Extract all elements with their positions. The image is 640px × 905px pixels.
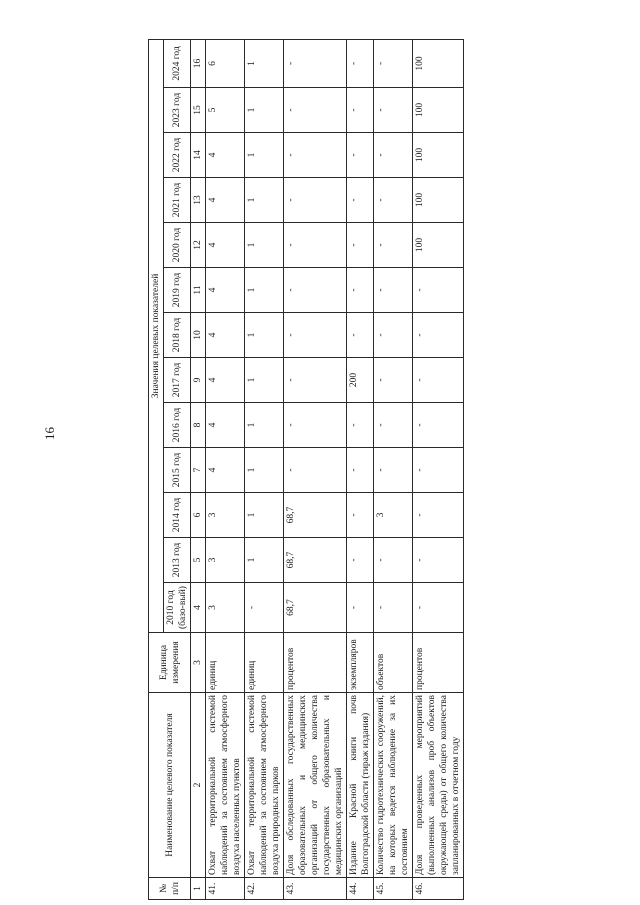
value-cell: -: [374, 178, 413, 223]
value-cell: -: [374, 88, 413, 133]
value-cell: 4: [206, 178, 245, 223]
column-number: 15: [191, 88, 206, 133]
indicator-name: Охват территориальной системой наблюдений за состоянием атмосферного воздуха населенных пунктов: [206, 693, 245, 878]
header-num: № п/п: [149, 878, 191, 900]
value-cell: 68,7: [284, 583, 347, 633]
column-number: 7: [191, 448, 206, 493]
value-cell: -: [347, 403, 374, 448]
indicator-name: Охват территориальной системой наблюдений за состоянием атмосферного воздуха природных парков: [245, 693, 284, 878]
value-cell: 3: [374, 493, 413, 538]
value-cell: 1: [245, 88, 284, 133]
unit-cell: объектов: [374, 633, 413, 693]
page-number: 16: [42, 427, 57, 440]
value-cell: 4: [206, 403, 245, 448]
value-cell: 1: [245, 538, 284, 583]
value-cell: 200: [347, 358, 374, 403]
header-year: 2013 год: [164, 538, 191, 583]
value-cell: 100: [413, 88, 464, 133]
column-number: 9: [191, 358, 206, 403]
row-number: 43.: [284, 878, 347, 900]
table-row: [374, 39, 413, 899]
column-number: 11: [191, 268, 206, 313]
value-cell: 1: [245, 358, 284, 403]
value-cell: -: [413, 358, 464, 403]
value-cell: -: [347, 583, 374, 633]
column-number: 8: [191, 403, 206, 448]
table-row: [245, 39, 284, 899]
value-cell: -: [284, 133, 347, 178]
row-number: 44.: [347, 878, 374, 900]
value-cell: 4: [206, 133, 245, 178]
value-cell: 68,7: [284, 538, 347, 583]
column-number: 10: [191, 313, 206, 358]
header-year: 2020 год: [164, 223, 191, 268]
value-cell: 5: [206, 88, 245, 133]
value-cell: -: [374, 133, 413, 178]
header-year: 2018 год: [164, 313, 191, 358]
value-cell: -: [347, 133, 374, 178]
unit-cell: процентов: [413, 633, 464, 693]
header-year: 2015 год: [164, 448, 191, 493]
value-cell: -: [374, 403, 413, 448]
value-cell: -: [284, 358, 347, 403]
value-cell: -: [347, 39, 374, 87]
value-cell: -: [284, 178, 347, 223]
value-cell: -: [284, 313, 347, 358]
column-number: 3: [191, 633, 206, 693]
header-values-group: Значения целевых показателей: [149, 39, 164, 632]
column-number: 1: [191, 878, 206, 900]
value-cell: -: [374, 39, 413, 87]
header-year: 2016 год: [164, 403, 191, 448]
row-number: 45.: [374, 878, 413, 900]
value-cell: 1: [245, 403, 284, 448]
column-number: 2: [191, 693, 206, 878]
value-cell: -: [347, 448, 374, 493]
value-cell: -: [374, 223, 413, 268]
value-cell: 4: [206, 358, 245, 403]
value-cell: 6: [206, 39, 245, 87]
table-row: [206, 39, 245, 899]
value-cell: 1: [245, 493, 284, 538]
unit-cell: единиц: [206, 633, 245, 693]
value-cell: -: [284, 223, 347, 268]
value-cell: 100: [413, 133, 464, 178]
value-cell: 4: [206, 268, 245, 313]
header-year: 2017 год: [164, 358, 191, 403]
value-cell: 100: [413, 178, 464, 223]
value-cell: -: [413, 493, 464, 538]
value-cell: 1: [245, 39, 284, 87]
indicators-table: [148, 39, 464, 900]
value-cell: -: [284, 403, 347, 448]
value-cell: 1: [245, 313, 284, 358]
header-year: 2010 год (базо-вый): [164, 583, 191, 633]
unit-cell: экземпляров: [347, 633, 374, 693]
column-number: 12: [191, 223, 206, 268]
header-unit: Единица измерения: [149, 633, 191, 693]
header-year: 2023 год: [164, 88, 191, 133]
value-cell: -: [413, 403, 464, 448]
column-number: 4: [191, 583, 206, 633]
value-cell: -: [374, 358, 413, 403]
value-cell: -: [413, 313, 464, 358]
table-row: [347, 39, 374, 899]
value-cell: 68,7: [284, 493, 347, 538]
value-cell: -: [347, 538, 374, 583]
column-number: 16: [191, 39, 206, 87]
column-number-row: [191, 39, 206, 899]
value-cell: -: [413, 538, 464, 583]
header-year: 2019 год: [164, 268, 191, 313]
value-cell: 1: [245, 223, 284, 268]
value-cell: -: [284, 448, 347, 493]
row-number: 41.: [206, 878, 245, 900]
value-cell: -: [374, 268, 413, 313]
table-row: [284, 39, 347, 899]
header-name: Наименование целевого показателя: [149, 693, 191, 878]
value-cell: -: [374, 538, 413, 583]
value-cell: 1: [245, 448, 284, 493]
value-cell: 100: [413, 39, 464, 87]
header-year: 2021 год: [164, 178, 191, 223]
value-cell: 3: [206, 538, 245, 583]
value-cell: -: [374, 313, 413, 358]
indicator-name: Количество гидротехнических сооружений, на которых ведется наблюдение за их состоянием: [374, 693, 413, 878]
row-number: 42.: [245, 878, 284, 900]
value-cell: 4: [206, 223, 245, 268]
value-cell: -: [347, 88, 374, 133]
header-year: 2022 год: [164, 133, 191, 178]
column-number: 14: [191, 133, 206, 178]
value-cell: 1: [245, 178, 284, 223]
indicator-name: Доля обследованных государственных образовательных и медицинских организаций от общего количества государственных образовательных и медицинских организаций: [284, 693, 347, 878]
value-cell: -: [347, 223, 374, 268]
value-cell: -: [284, 39, 347, 87]
value-cell: -: [245, 583, 284, 633]
value-cell: 4: [206, 313, 245, 358]
unit-cell: процентов: [284, 633, 347, 693]
column-number: 6: [191, 493, 206, 538]
value-cell: -: [347, 178, 374, 223]
value-cell: -: [347, 313, 374, 358]
value-cell: -: [413, 268, 464, 313]
value-cell: -: [347, 268, 374, 313]
value-cell: 3: [206, 493, 245, 538]
header-year: 2014 год: [164, 493, 191, 538]
value-cell: 100: [413, 223, 464, 268]
value-cell: 1: [245, 133, 284, 178]
indicator-name: Доля проведенных мероприятий (выполненных анализов проб объектов окружающей среды) от общего количества запланированных в отчетном году: [413, 693, 464, 878]
unit-cell: единиц: [245, 633, 284, 693]
table-body: [206, 39, 464, 899]
value-cell: -: [374, 583, 413, 633]
value-cell: -: [374, 448, 413, 493]
column-number: 5: [191, 538, 206, 583]
table-row: [413, 39, 464, 899]
value-cell: -: [413, 583, 464, 633]
value-cell: -: [284, 268, 347, 313]
value-cell: 1: [245, 268, 284, 313]
value-cell: -: [347, 493, 374, 538]
value-cell: 4: [206, 448, 245, 493]
rotated-page: [148, 40, 640, 900]
value-cell: 3: [206, 583, 245, 633]
row-number: 46.: [413, 878, 464, 900]
column-number: 13: [191, 178, 206, 223]
value-cell: -: [284, 88, 347, 133]
header-year: 2024 год: [164, 39, 191, 87]
indicator-name: Издание Красной книги почв Волгоградской области (тираж издания): [347, 693, 374, 878]
value-cell: -: [413, 448, 464, 493]
